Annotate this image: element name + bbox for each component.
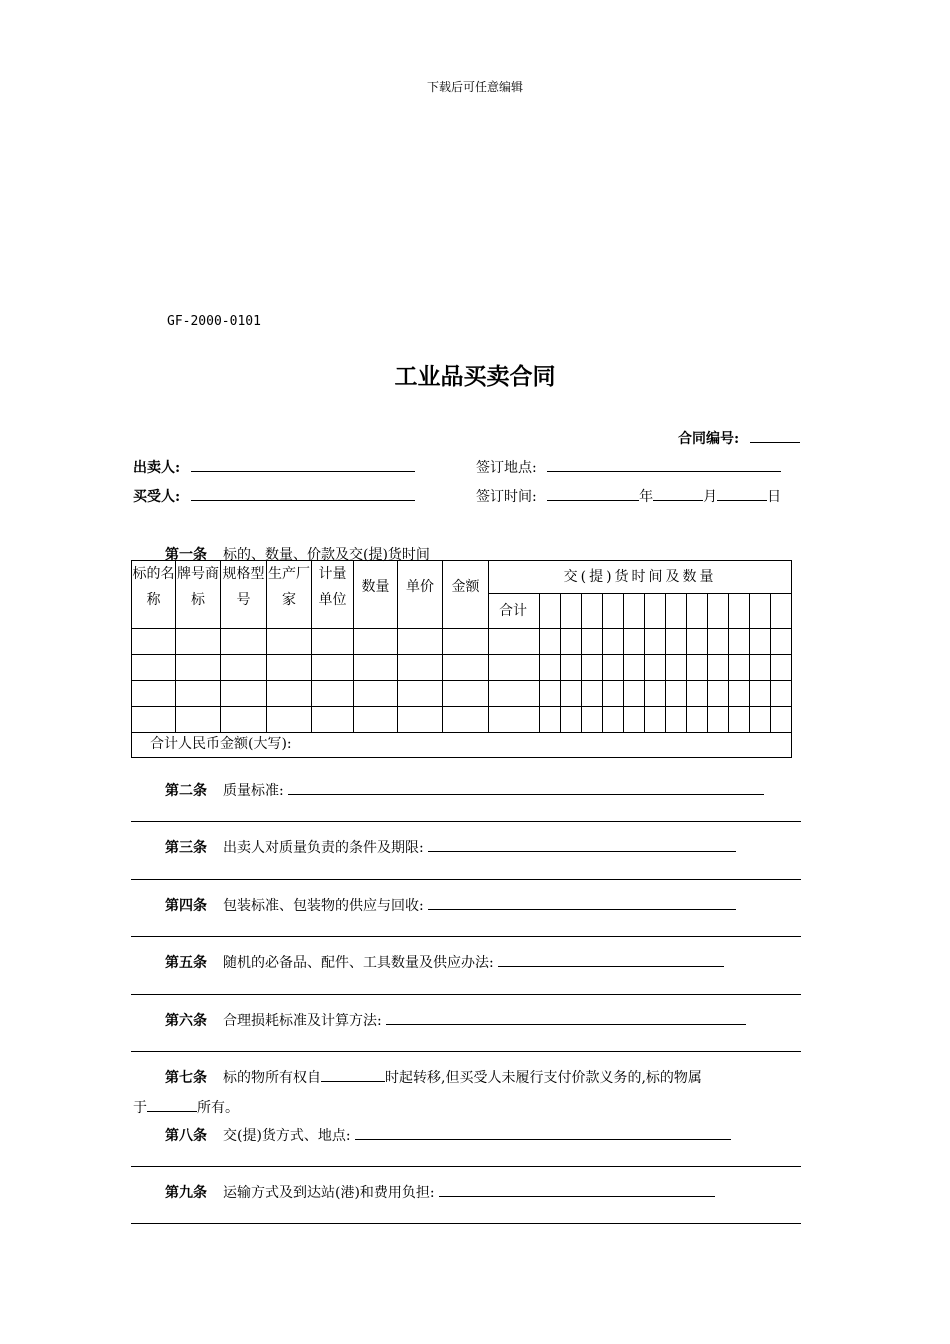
clause-9-field[interactable] — [439, 1182, 715, 1197]
clause-9 — [165, 1182, 715, 1202]
clause-4-text: 包装标准、包装物的供应与回收: — [223, 898, 424, 914]
clause-8-text: 交(提)货方式、地点: — [223, 1128, 351, 1144]
clause-1-number: 第一条 — [165, 547, 207, 563]
goods-table — [131, 560, 792, 758]
sign-time-label: 签订时间: — [476, 489, 537, 505]
sign-place-row — [476, 457, 781, 477]
buyer-row — [133, 486, 415, 506]
clause-7-text-3: 于 — [133, 1100, 147, 1116]
page-title: 工业品买卖合同 — [394, 364, 556, 390]
clause-5-field[interactable] — [498, 952, 724, 967]
year-label: 年 — [639, 489, 654, 505]
clause-5-number: 第五条 — [165, 955, 207, 971]
clause-6 — [165, 1010, 746, 1030]
clause-7-owner-field[interactable] — [147, 1097, 197, 1112]
divider — [131, 1166, 801, 1167]
col-header-spec: 规格型号 — [221, 561, 267, 629]
clause-1-text: 标的、数量、价款及交(提)货时间 — [223, 547, 430, 563]
contract-number-field[interactable] — [750, 428, 800, 443]
divider — [131, 879, 801, 880]
buyer-label: 买受人: — [133, 489, 181, 505]
table-row — [132, 681, 792, 707]
document-code: GF-2000-0101 — [167, 314, 261, 329]
table-row — [132, 629, 792, 655]
clause-6-text: 合理损耗标准及计算方法: — [223, 1013, 382, 1029]
clause-3-field[interactable] — [428, 837, 736, 852]
clause-6-field[interactable] — [386, 1010, 746, 1025]
clause-3 — [165, 837, 736, 857]
clause-8 — [165, 1125, 731, 1145]
clause-2 — [165, 780, 764, 800]
clause-4-number: 第四条 — [165, 898, 207, 914]
divider — [131, 821, 801, 822]
divider — [131, 936, 801, 937]
col-header-brand: 牌号商标 — [176, 561, 221, 629]
clause-3-number: 第三条 — [165, 840, 207, 856]
clause-9-text: 运输方式及到达站(港)和费用负担: — [223, 1185, 435, 1201]
clause-5 — [165, 952, 724, 972]
clause-6-number: 第六条 — [165, 1013, 207, 1029]
seller-field[interactable] — [191, 457, 415, 472]
clause-9-number: 第九条 — [165, 1185, 207, 1201]
day-label: 日 — [767, 489, 782, 505]
clause-3-text: 出卖人对质量负责的条件及期限: — [223, 840, 424, 856]
col-header-name: 标的名称 — [132, 561, 176, 629]
clause-7-text-2: 时起转移,但买受人未履行支付价款义务的,标的物属 — [385, 1070, 702, 1086]
total-amount-row[interactable]: 合计人民币金额(大写): — [132, 733, 792, 758]
clause-7 — [165, 1067, 702, 1087]
clause-8-number: 第八条 — [165, 1128, 207, 1144]
clause-7-text-1: 标的物所有权自 — [223, 1070, 321, 1086]
clause-4-field[interactable] — [428, 895, 736, 910]
col-header-subtotal: 合计 — [489, 594, 540, 629]
contract-number — [678, 428, 800, 448]
month-field[interactable] — [653, 486, 703, 501]
clause-7-text-4: 所有。 — [197, 1100, 239, 1116]
day-field[interactable] — [717, 486, 767, 501]
contract-number-label: 合同编号: — [678, 431, 740, 447]
divider — [131, 994, 801, 995]
seller-label: 出卖人: — [133, 460, 181, 476]
sign-place-label: 签订地点: — [476, 460, 537, 476]
clause-5-text: 随机的必备品、配件、工具数量及供应办法: — [223, 955, 494, 971]
clause-7-continued — [133, 1097, 239, 1117]
clause-4 — [165, 895, 736, 915]
divider — [131, 1223, 801, 1224]
clause-2-number: 第二条 — [165, 783, 207, 799]
col-header-amount: 金额 — [443, 561, 489, 629]
clause-2-field[interactable] — [288, 780, 764, 795]
table-row — [132, 655, 792, 681]
sign-place-field[interactable] — [547, 457, 781, 472]
col-header-price: 单价 — [398, 561, 443, 629]
clause-2-text: 质量标准: — [223, 783, 284, 799]
col-header-maker: 生产厂家 — [267, 561, 312, 629]
col-header-quantity: 数量 — [354, 561, 398, 629]
sign-time-row — [476, 486, 781, 506]
col-header-unit: 计量单位 — [312, 561, 354, 629]
seller-row — [133, 457, 415, 477]
col-header-delivery: 交(提)货时间及数量 — [489, 561, 792, 594]
clause-8-field[interactable] — [355, 1125, 731, 1140]
month-label: 月 — [703, 489, 718, 505]
header-note: 下载后可任意编辑 — [426, 80, 523, 94]
year-field[interactable] — [547, 486, 639, 501]
clause-7-time-field[interactable] — [321, 1067, 385, 1082]
table-row — [132, 707, 792, 733]
clause-7-number: 第七条 — [165, 1070, 207, 1086]
divider — [131, 1051, 801, 1052]
buyer-field[interactable] — [191, 486, 415, 501]
